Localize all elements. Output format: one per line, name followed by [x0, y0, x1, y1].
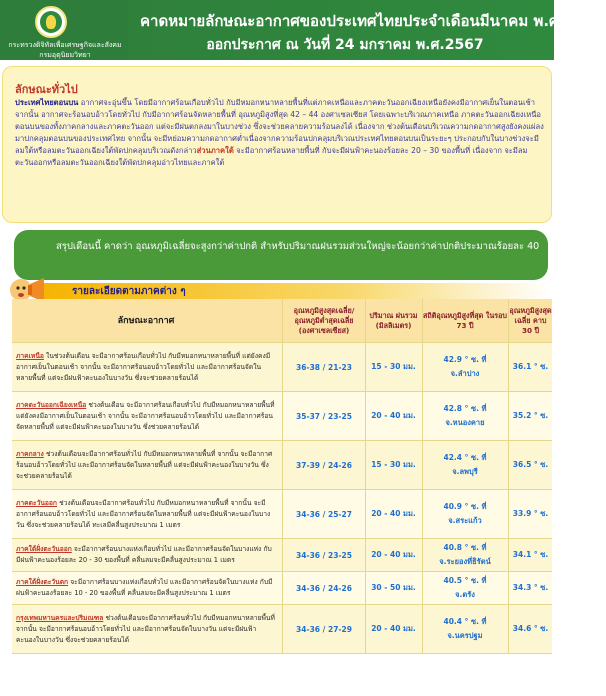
region-name: ภาคตะวันออก: [16, 498, 57, 507]
avg-value: 34.3 ° ซ.: [512, 583, 549, 592]
stat-value: 42.8 ° ซ. ที่: [443, 404, 487, 413]
stat-cell: [423, 539, 507, 571]
page-title: คาดหมายลักษณะอากาศของประเทศไทยประจำเดือนมีนาคม พ.ศ.2567: [140, 12, 606, 30]
region-desc: จะมีอากาศร้อนบางแห่งเกือบทั่วไป และมีอากาศร้อนจัดในบางแห่ง กับมีฝนฟ้าคะนองร้อยละ 20 - 30 ของพื้นที่ คลื่นลมจะมีคลื่นสูงประมาณ 1 เมตร: [16, 545, 272, 564]
stat-value: 40.8 ° ซ. ที่: [443, 543, 487, 552]
department-block: [0, 0, 128, 60]
header-rain: ปริมาณ ฝนรวม (มิลลิเมตร): [369, 310, 418, 330]
header-stat: สถิติอุณหภูมิสูงที่สุด ในรอบ 73 ปี: [423, 310, 507, 330]
table-row: [12, 490, 552, 539]
avg-value: 34.6 ° ซ.: [512, 624, 549, 633]
region-desc: ช่วงต้นเดือนจะมีอากาศร้อนทั่วไป กับมีหมอกหนาหลายพื้นที่ จากนั้น จะมีอากาศร้อนอบอ้าวโดยทั่วไป และมีอากาศร้อนจัดในหลายพื้นที่ แต่จะมีฝนฟ้าคะนองในบางวัน ซึ่งจะช่วยคลายร้อนได้: [16, 449, 273, 480]
stat-value: 40.5 ° ซ. ที่: [443, 576, 487, 585]
table-row: [12, 572, 552, 605]
ministry-name: กระทรวงดิจิทัลเพื่อเศรษฐกิจและสังคม: [8, 41, 122, 49]
stat-cell: [423, 572, 507, 604]
stat-cell: [423, 343, 507, 391]
region-name: ภาคใต้ฝั่งตะวันตก: [16, 578, 69, 586]
region-desc: ช่วงต้นเดือนจะมีอากาศร้อนทั่วไป กับมีหมอกหนาหลายพื้นที่ จากนั้น จะมีอากาศร้อนอบอ้าวโดยทั่วไป และมีอากาศร้อนจัดในบางวัน แต่จะมีฝนฟ้าคะนองในบางวัน ซึ่งจะช่วยคลายร้อนได้: [16, 613, 275, 644]
region-description: [16, 498, 276, 531]
temp-value: 34-36 / 24-26: [296, 583, 352, 593]
avg-cell: [509, 392, 552, 440]
region-name: ภาคตะวันออกเฉียงเหนือ: [16, 400, 87, 409]
temp-cell: [284, 490, 364, 538]
issue-date: ออกประกาศ ณ วันที่ 24 มกราคม พ.ศ.2567: [206, 37, 484, 53]
rain-cell: [366, 441, 421, 489]
rain-value: 20 - 40 มม.: [371, 411, 416, 420]
stat-cell: [423, 605, 507, 653]
avg-cell: [509, 539, 552, 571]
region-description: [16, 351, 276, 384]
overview-heading: ลักษณะทั่วไป: [15, 83, 78, 96]
temp-value: 35-37 / 23-25: [296, 411, 352, 421]
department-logo: [35, 6, 67, 38]
avg-value: 35.2 ° ซ.: [512, 411, 549, 420]
header-avg: อุณหภูมิสูงสุดเฉลี่ย คาบ 30 ปี: [509, 305, 552, 335]
table-row: [12, 392, 552, 441]
rain-cell: [366, 539, 421, 571]
region-cell: [12, 539, 280, 571]
overview-body-3: จะมีอากาศร้อนหลายพื้นที่ กับจะมีฝนฟ้าคะนองร้อยละ 20 – 30 ของพื้นที่ เนื่องจาก จะมีลมตะวันออกหรือลมตะวันออกเฉียงใต้พัดปกคลุมอ่าวไทยและภาคใต้: [15, 146, 528, 167]
stat-value: 42.9 ° ซ. ที่: [443, 355, 487, 364]
region-name: กรุงเทพมหานครและปริมณฑล: [16, 613, 104, 622]
region-name: ภาคกลาง: [16, 449, 44, 458]
overview-south-label: ส่วนภาคใต้: [196, 146, 234, 155]
avg-cell: [509, 605, 552, 653]
region-name: ภาคใต้ฝั่งตะวันออก: [16, 545, 72, 553]
rain-cell: [366, 343, 421, 391]
rain-cell: [366, 572, 421, 604]
summary-banner: [14, 230, 548, 280]
rain-cell: [366, 490, 421, 538]
temp-cell: [284, 572, 364, 604]
avg-value: 33.9 ° ซ.: [512, 509, 549, 518]
stat-value: 40.4 ° ซ. ที่: [443, 617, 487, 626]
avg-value: 36.1 ° ซ.: [512, 362, 549, 371]
avg-cell: [509, 572, 552, 604]
table-row: [12, 343, 552, 392]
stat-cell: [423, 392, 507, 440]
region-cell: [12, 605, 280, 653]
rain-value: 30 - 50 มม.: [371, 583, 416, 592]
region-description: [16, 544, 276, 566]
temp-cell: [284, 441, 364, 489]
temp-value: 36-38 / 21-23: [296, 362, 352, 372]
temp-cell: [284, 539, 364, 571]
region-desc: จะมีอากาศร้อนบางแห่งเกือบทั่วไป และมีอากาศร้อนจัดในบางแห่ง กับมีฝนฟ้าคะนองร้อยละ 10 - 20 ของพื้นที่ คลื่นลมจะมีคลื่นสูงประมาณ 1 เมตร: [16, 578, 273, 597]
region-description: [16, 613, 276, 646]
rain-value: 15 - 30 มม.: [371, 362, 416, 371]
stat-place: จ.ลำปาง: [450, 369, 480, 378]
region-description: [16, 400, 276, 433]
avg-cell: [509, 441, 552, 489]
avg-value: 36.5 ° ซ.: [512, 460, 549, 469]
temp-value: 34-36 / 25-27: [296, 509, 352, 519]
stat-value: 42.4 ° ซ. ที่: [443, 453, 487, 462]
region-name: ภาคเหนือ: [16, 351, 44, 360]
avg-cell: [509, 490, 552, 538]
table-row: [12, 539, 552, 572]
stat-cell: [423, 441, 507, 489]
region-cell: [12, 343, 280, 391]
stat-place: จ.สระแก้ว: [448, 516, 482, 525]
overview-text: [15, 97, 545, 169]
stat-place: จ.นครปฐม: [447, 631, 483, 640]
stat-value: 40.9 ° ซ. ที่: [443, 502, 487, 511]
overview-body-2: อากาศจะอุ่นขึ้น โดยมีอากาศร้อนเกือบทั่วไป กับมีหมอกหนาหลายพื้นที่แต่ภาคเหนือและภาคตะวันออกเฉียงเหนือยังคงมีอากาศเย็นในตอนเช้า จากนั้น อากาศจะร้อนอบอ้าวโดยทั่วไป กับมีอากาศร้อนจัดหลายพื้นที่ อุณหภูมิสูงที่สุด 42 – 44 องศาเซลเซียส โดยเฉพาะบริเวณภาคเหนือ ภาคตะวันออกเฉียงเหนือ ตอนบนของทั้งภาคกลางและภาคตะวันออก แต่จะมีฝนตกลงมาในบางช่วง ซึ่งจะช่วยคลายความร้อนลงได้ เนื่องจาก ช่วงต้นเดือนบริเวณความกดอากาศสูงยังคงแผ่ลงมาปกคลุมตอนบนของประเทศไทย จากนั้น จะมีหย่อมความกดอากาศต่ำเนื่องจากความร้อนปกคลุมบริเวณประเทศไทยตอนบนเป็นระยะๆ ประกอบกับในบางช่วงจะมีลมใต้หรือลมตะวันออกเฉียงใต้พัดปกคลุมบริเวณดังกล่าว: [15, 98, 544, 155]
region-desc: ช่วงต้นเดือน จะมีอากาศร้อนเกือบทั่วไป กับมีหมอกหนาหลายพื้นที่ แต่ยังคงมีอากาศเย็นในตอนเช้า จากนั้น จะมีอากาศร้อนอบอ้าวโดยทั่วไป และมีอากาศร้อนจัดหลายพื้นที่ แต่จะมีฝนฟ้าคะนองในบางวัน ซึ่งช่วยคลายร้อนได้: [16, 400, 275, 431]
header-region: ลักษณะอากาศ: [117, 315, 175, 326]
region-description: [16, 449, 276, 482]
temp-value: 37-39 / 24-26: [296, 460, 352, 470]
region-cell: [12, 490, 280, 538]
region-cell: [12, 572, 280, 604]
stat-place: จ.ตรัง: [455, 590, 475, 599]
region-desc: ในช่วงต้นเดือน จะมีอากาศร้อนเกือบทั่วไป กับมีหมอกหนาหลายพื้นที่ แต่ยังคงมีอากาศเย็นในตอนเช้า จากนั้น จะมีอากาศร้อนอบอ้าวโดยทั่วไป และมีอากาศร้อนจัดในหลายพื้นที่ แต่จะมีฝนฟ้าคะนองในบางวัน ซึ่งจะช่วยคลายร้อนได้: [16, 351, 271, 382]
temp-value: 34-36 / 27-29: [296, 624, 352, 634]
region-cell: [12, 392, 280, 440]
region-cell: [12, 441, 280, 489]
department-name: กรมอุตุนิยมวิทยา: [39, 51, 91, 59]
rain-value: 20 - 40 มม.: [371, 550, 416, 559]
table-row: [12, 441, 552, 490]
details-title: รายละเอียดตามภาคต่าง ๆ: [72, 286, 186, 297]
rain-cell: [366, 392, 421, 440]
table-row: [12, 605, 552, 654]
overview-lead: ประเทศไทยตอนบน: [15, 98, 79, 107]
rain-value: 20 - 40 มม.: [371, 509, 416, 518]
summary-text: สรุปเดือนนี้ คาดว่า อุณหภูมิเฉลี่ยจะสูงกว่าค่าปกติ สำหรับปริมาณฝนรวมส่วนใหญ่จะน้อยกว่าค่าปกติประมาณร้อยละ 40: [56, 241, 540, 252]
stat-place: จ.หนองคาย: [445, 418, 485, 427]
temp-value: 34-36 / 23-25: [296, 550, 352, 560]
temp-cell: [284, 392, 364, 440]
avg-value: 34.1 ° ซ.: [512, 550, 549, 559]
rain-value: 20 - 40 มม.: [371, 624, 416, 633]
stat-cell: [423, 490, 507, 538]
rain-cell: [366, 605, 421, 653]
rain-value: 15 - 30 มม.: [371, 460, 416, 469]
table-header-row: [12, 299, 552, 343]
stat-place: จ.ลพบุรี: [452, 467, 478, 476]
temp-cell: [284, 343, 364, 391]
region-description: [16, 577, 276, 599]
overview-panel: [2, 66, 552, 223]
region-desc: ช่วงต้นเดือนจะมีอากาศร้อนทั่วไป กับมีหมอกหนาหลายพื้นที่ จากนั้น จะมีอากาศร้อนอบอ้าวโดยทั่วไป และมีอากาศร้อนจัดในหลายพื้นที่ แต่จะมีฝนฟ้าคะนองในบางวัน ซึ่งจะช่วยคลายร้อนได้ ทะเลมีคลื่นสูงประมาณ 1 เมตร: [16, 498, 271, 529]
header-banner: [0, 0, 606, 60]
header-temp: อุณหภูมิสูงสุดเฉลี่ย/ อุณหภูมิต่ำสุดเฉลี่ย (องศาเซลเซียส): [293, 305, 355, 335]
stat-place: จ.ระยองที่ธิรัตน์: [439, 557, 491, 566]
avg-cell: [509, 343, 552, 391]
temp-cell: [284, 605, 364, 653]
